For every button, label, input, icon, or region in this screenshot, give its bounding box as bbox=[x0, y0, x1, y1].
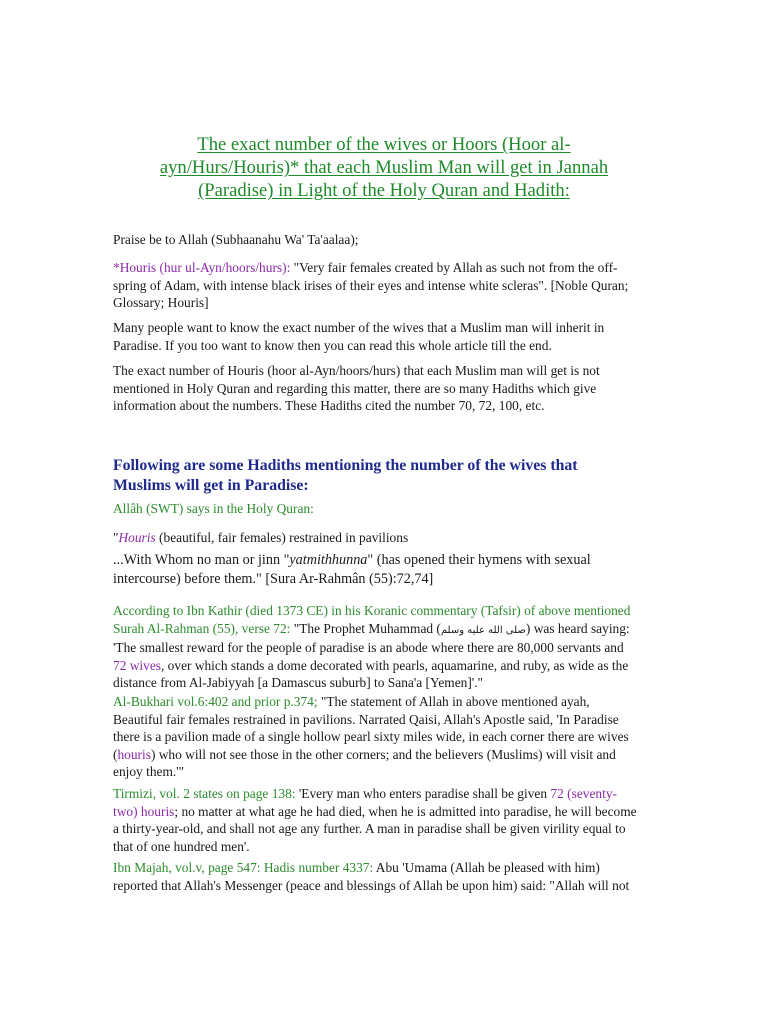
heading-line: Following are some Hadiths mentioning the number of the wives that bbox=[113, 457, 578, 474]
paragraph-text: , over which stands a dome decorated with pearls, aquamarine, and ruby, as wide as the bbox=[160, 657, 629, 673]
paragraph-line: The exact number of Houris (hoor al-Ayn/hoors/hurs) that each Muslim man will get is not bbox=[113, 363, 600, 378]
paragraph-text: ; no matter at what age he had died, when he is admitted into paradise, he will become bbox=[174, 803, 637, 819]
paragraph-text: 'Every man who enters paradise shall be given bbox=[295, 786, 551, 801]
paragraph-text: ) who will not see those in the other corners; and the believers (Muslims) will visit and bbox=[150, 746, 616, 762]
many-people-paragraph bbox=[113, 319, 658, 354]
tirmizi-citation: Tirmizi, vol. 2 states on page 138: bbox=[113, 786, 296, 801]
houris-quote bbox=[113, 529, 658, 547]
houris-def-line: Glossary; Houris] bbox=[113, 295, 209, 311]
heading-line: Muslims will get in Paradise: bbox=[113, 477, 309, 494]
whom-quote-line: intercourse) before them." [Sura Ar-Rahmân (55):72,74] bbox=[113, 571, 434, 587]
paragraph-text: Abu 'Umama (Allah be pleased with him) bbox=[373, 860, 600, 875]
houris-quote-text: (beautiful, fair females) restrained in pavilions bbox=[155, 530, 409, 545]
paragraph-text: ( bbox=[113, 746, 118, 762]
allah-says-text: Allâh (SWT) says in the Holy Quran: bbox=[113, 501, 314, 516]
praise-paragraph bbox=[113, 231, 658, 249]
ibn-kathir-paragraph bbox=[113, 602, 658, 692]
whom-quote bbox=[113, 551, 658, 589]
paragraph-line: Paradise. If you too want to know then you can read this whole article till the end. bbox=[113, 337, 552, 353]
title-line: ayn/Hurs/Houris)* that each Muslim Man will get in Jannah bbox=[159, 157, 609, 178]
quote-mark: " bbox=[113, 530, 119, 545]
paragraph-line: Beautiful fair females restrained in pavilions. Narrated Qaisi, Allah's Apostle said, 'In Paradise bbox=[113, 711, 619, 727]
allah-says-line bbox=[113, 500, 658, 518]
paragraph-line: enjoy them.'" bbox=[113, 764, 185, 780]
bukhari-citation: Al-Bukhari vol.6:402 and prior p.374; bbox=[113, 694, 318, 709]
houris-definition bbox=[113, 259, 658, 312]
paragraph-line: a thirty-year-old, and shall not age any further. A man in paradise shall be given virility equal to bbox=[113, 821, 626, 837]
seventy-two-houris: 72 (seventy- bbox=[550, 786, 617, 801]
paragraph-line: mentioned in Holy Quran and regarding this matter, there are so many Hadiths which give bbox=[113, 380, 597, 396]
houris-quote-term: Houris bbox=[118, 530, 156, 545]
section-heading bbox=[113, 456, 658, 496]
surah-citation: Surah Al-Rahman (55), verse 72: bbox=[113, 620, 291, 636]
paragraph-line: 'The smallest reward for the people of paradise is an abode where there are 80,000 servants and bbox=[113, 640, 624, 656]
whom-quote-text: " (has opened their hymens with sexual bbox=[367, 552, 591, 568]
houris-def-text: "Very fair females created by Allah as such not from the off- bbox=[290, 260, 618, 275]
houris-word: houris bbox=[117, 746, 151, 762]
praise-text: Praise be to Allah (Subhaanahu Wa' Ta'aalaa); bbox=[113, 232, 359, 247]
houris-def-line: spring of Adam, with intense black irises of their eyes and intense white scleras". [Noble Quran; bbox=[113, 277, 629, 293]
paragraph-line: distance from Al-Jabiyyah [a Damascus suburb] to Sana'a [Yemen]'." bbox=[113, 675, 484, 691]
paragraph-line: there is a pavilion made of a single hollow pearl sixty miles wide, in each corner there are wives bbox=[113, 729, 629, 745]
exact-number-paragraph bbox=[113, 362, 658, 415]
tirmizi-paragraph bbox=[113, 785, 658, 855]
ibn-majah-paragraph bbox=[113, 859, 658, 894]
title-line: The exact number of the wives or Hoors (Hoor al- bbox=[197, 134, 571, 155]
ibn-kathir-citation: According to Ibn Kathir (died 1373 CE) in his Koranic commentary (Tafsir) of above mentioned bbox=[113, 603, 631, 618]
seventy-two-wives: 72 wives bbox=[113, 657, 161, 673]
paragraph-text: "The Prophet Muhammad ( bbox=[290, 620, 441, 636]
seventy-two-houris: two) houris bbox=[113, 803, 175, 819]
houris-term: *Houris (hur ul-Ayn/hoors/hurs): bbox=[113, 260, 291, 275]
paragraph-line: that of one hundred men'. bbox=[113, 838, 250, 854]
whom-quote-text: ...With Whom no man or jinn " bbox=[113, 552, 290, 568]
paragraph-line: reported that Allah's Messenger (peace and blessings of Allah be upon him) said: "Allah will not bbox=[113, 877, 630, 893]
ibn-majah-citation: Ibn Majah, vol.v, page 547: Hadis number 4337: bbox=[113, 860, 374, 875]
paragraph-text: "The statement of Allah in above mentioned ayah, bbox=[317, 694, 590, 709]
yatmithhunna-term: yatmithhunna bbox=[289, 552, 368, 568]
arabic-salutation: صلى الله عليه وسلم bbox=[440, 624, 526, 636]
paragraph-line: information about the numbers. These Hadiths cited the number 70, 72, 100, etc. bbox=[113, 398, 545, 414]
page-title bbox=[100, 133, 668, 202]
bukhari-paragraph bbox=[113, 693, 658, 781]
title-line: (Paradise) in Light of the Holy Quran and Hadith: bbox=[198, 180, 570, 201]
paragraph-text: ) was heard saying: bbox=[525, 620, 630, 636]
paragraph-line: Many people want to know the exact number of the wives that a Muslim man will inherit in bbox=[113, 320, 605, 335]
